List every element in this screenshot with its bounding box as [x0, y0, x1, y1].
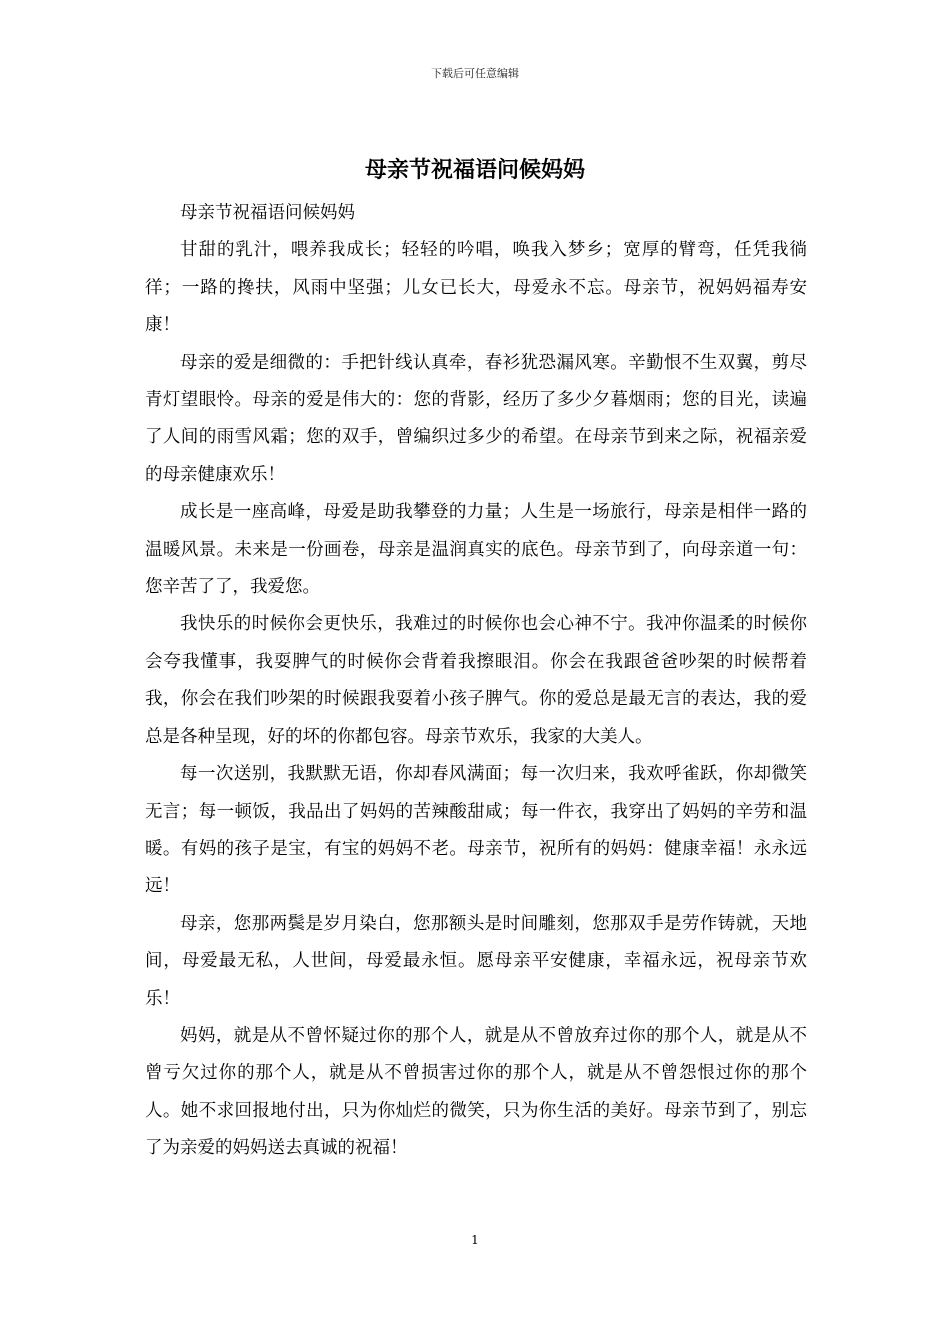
paragraph: 甘甜的乳汁，喂养我成长；轻轻的吟唱，唤我入梦乡；宽厚的臂弯，任凭我徜徉；一路的搀扶，风雨中坚强；儿女已长大，母爱永不忘。母亲节，祝妈妈福寿安康！ [145, 240, 807, 336]
paragraph: 成长是一座高峰，母爱是助我攀登的力量；人生是一场旅行，母亲是相伴一路的温暖风景。未来是一份画卷，母亲是温润真实的底色。母亲节到了，向母亲道一句：您辛苦了了，我爱您。 [145, 502, 807, 598]
paragraph: 我快乐的时候你会更快乐，我难过的时候你也会心神不宁。我冲你温柔的时候你会夸我懂事，我耍脾气的时候你会背着我擦眼泪。你会在我跟爸爸吵架的时候帮着我，你会在我们吵架的时候跟我耍着小孩子脾气。你的爱总是最无言的表达，我的爱总是各种呈现，好的坏的你都包容。母亲节欢乐，我家的大美人。 [145, 614, 807, 747]
paragraph: 母亲的爱是细微的：手把针线认真牵，春衫犹恐漏风寒。辛勤恨不生双翼，剪尽青灯望眼怜。母亲的爱是伟大的：您的背影，经历了多少夕暮烟雨；您的目光，读遍了人间的雨雪风霜；您的双手，曾编织过多少的希望。在母亲节到来之际，祝福亲爱的母亲健康欢乐！ [145, 352, 807, 485]
paragraph: 妈妈，就是从不曾怀疑过你的那个人，就是从不曾放弃过你的那个人，就是从不曾亏欠过你的那个人，就是从不曾损害过你的那个人，就是从不曾怨恨过你的那个人。她不求回报地付出，只为你灿烂的微笑，只为你生活的美好。母亲节到了，别忘了为亲爱的妈妈送去真诚的祝福！ [145, 1025, 807, 1159]
header-note: 下载后可任意编辑 [431, 67, 519, 80]
paragraph: 母亲，您那两鬓是岁月染白，您那额头是时间雕刻，您那双手是劳作铸就，天地间，母爱最无私，人世间，母爱最永恒。愿母亲平安健康，幸福永远，祝母亲节欢乐！ [145, 913, 807, 1009]
paragraph: 每一次送别，我默默无语，你却春风满面；每一次归来，我欢呼雀跃，你却微笑无言；每一顿饭，我品出了妈妈的苦辣酸甜咸；每一件衣，我穿出了妈妈的辛劳和温暖。有妈的孩子是宝，有宝的妈妈不老。母亲节，祝所有的妈妈：健康幸福！永永远远！ [145, 764, 807, 897]
document-title: 母亲节祝福语问候妈妈 [364, 157, 585, 183]
document-body [145, 195, 807, 1168]
page-number: 1 [471, 1233, 479, 1247]
paragraph-subtitle: 母亲节祝福语问候妈妈 [180, 203, 355, 223]
